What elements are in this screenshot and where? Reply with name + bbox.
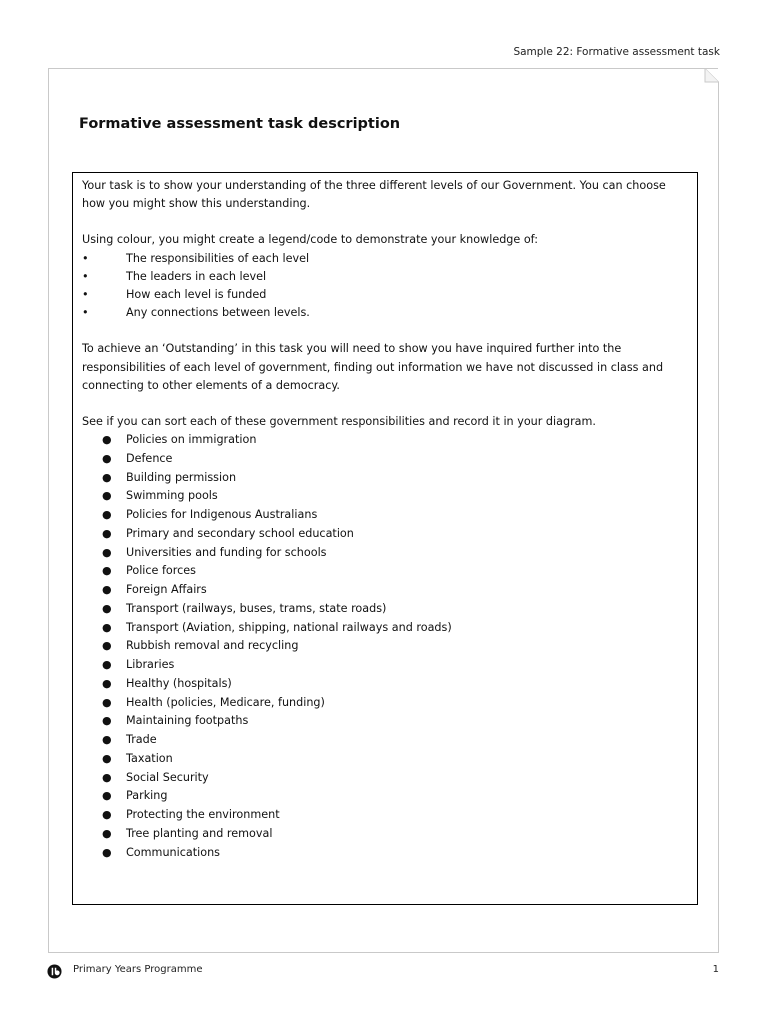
list-item: ● Trade (82, 731, 688, 750)
bullet-icon: ● (102, 770, 112, 784)
list-item: ● Libraries (82, 656, 688, 675)
bullet-icon: ● (102, 545, 112, 559)
list-item: ● Taxation (82, 750, 688, 769)
paragraph-gap (82, 395, 688, 413)
list-item: ● Foreign Affairs (82, 581, 688, 600)
list-item: • The responsibilities of each level (82, 250, 688, 268)
bullet-icon: ● (102, 489, 112, 503)
footer-programme: Primary Years Programme (73, 964, 203, 975)
list-item: ● Policies for Indigenous Australians (82, 506, 688, 525)
sort-intro: See if you can sort each of these government responsibilities and record it in your diagram. (82, 415, 596, 429)
list-item: ● Police forces (82, 562, 688, 581)
list-item: ● Defence (82, 450, 688, 469)
list-item: ● Social Security (82, 769, 688, 788)
list-item: ● Tree planting and removal (82, 825, 688, 844)
paragraph-gap (82, 322, 688, 340)
list-item: ● Parking (82, 787, 688, 806)
page-frame-right-edge (718, 82, 719, 953)
bullet-icon: ● (102, 826, 112, 840)
bullet-icon: ● (102, 470, 112, 484)
list-item: ● Swimming pools (82, 487, 688, 506)
bullet-icon: ● (102, 639, 112, 653)
legend-intro: Using colour, you might create a legend/code to demonstrate your knowledge of: (82, 233, 538, 247)
bullet-icon: • (82, 288, 89, 302)
bullet-icon: ● (102, 564, 112, 578)
bullet-icon: ● (102, 808, 112, 822)
bullet-icon: ● (102, 583, 112, 597)
list-item: ● Maintaining footpaths (82, 712, 688, 731)
list-item: ● Communications (82, 844, 688, 863)
knowledge-list (82, 250, 688, 323)
list-item: ● Transport (Aviation, shipping, national railways and roads) (82, 619, 688, 638)
bullet-icon: ● (102, 733, 112, 747)
bullet-icon: • (82, 306, 89, 320)
list-item: • The leaders in each level (82, 268, 688, 286)
bullet-icon: ● (102, 601, 112, 615)
list-item: ● Primary and secondary school education (82, 525, 688, 544)
list-item: ● Building permission (82, 469, 688, 488)
list-item: ● Protecting the environment (82, 806, 688, 825)
list-item: • Any connections between levels. (82, 304, 688, 322)
outstanding-line-2: responsibilities of each level of government, finding out information we have not discussed in class and (82, 360, 664, 374)
bullet-icon: ● (102, 526, 112, 540)
intro-line-2: how you might show this understanding. (82, 197, 311, 211)
list-item: ● Rubbish removal and recycling (82, 637, 688, 656)
outstanding-line-3: connecting to other elements of a democracy. (82, 378, 340, 392)
intro-line-1: Your task is to show your understanding of the three different levels of our Government. You can choose (82, 179, 666, 192)
responsibilities-list (82, 431, 688, 862)
ib-logo-icon (47, 964, 62, 979)
bullet-icon: • (82, 269, 89, 283)
bullet-icon: • (82, 251, 89, 265)
bullet-icon: ● (102, 433, 112, 447)
bullet-icon: ● (102, 508, 112, 522)
bullet-icon: ● (102, 620, 112, 634)
dog-ear-corner-icon (704, 68, 719, 83)
bullet-icon: ● (102, 751, 112, 765)
list-item: ● Health (policies, Medicare, funding) (82, 694, 688, 713)
bullet-icon: ● (102, 789, 112, 803)
list-item: • How each level is funded (82, 286, 688, 304)
outstanding-line-1: To achieve an ‘Outstanding’ in this task you will need to show you have inquired further into the (82, 342, 622, 356)
bullet-icon: ● (102, 676, 112, 690)
document-title: Formative assessment task description (79, 116, 401, 132)
bullet-icon: ● (102, 695, 112, 709)
bullet-icon: ● (102, 658, 112, 672)
list-item: ● Universities and funding for schools (82, 544, 688, 563)
bullet-icon: ● (102, 845, 112, 859)
bullet-icon: ● (102, 714, 112, 728)
paragraph-gap (82, 213, 688, 231)
page-number: 1 (712, 964, 719, 975)
list-item: ● Healthy (hospitals) (82, 675, 688, 694)
task-description-box (72, 172, 698, 905)
list-item: ● Policies on immigration (82, 431, 688, 450)
running-head: Sample 22: Formative assessment task (513, 46, 720, 58)
bullet-icon: ● (102, 451, 112, 465)
list-item: ● Transport (railways, buses, trams, state roads) (82, 600, 688, 619)
